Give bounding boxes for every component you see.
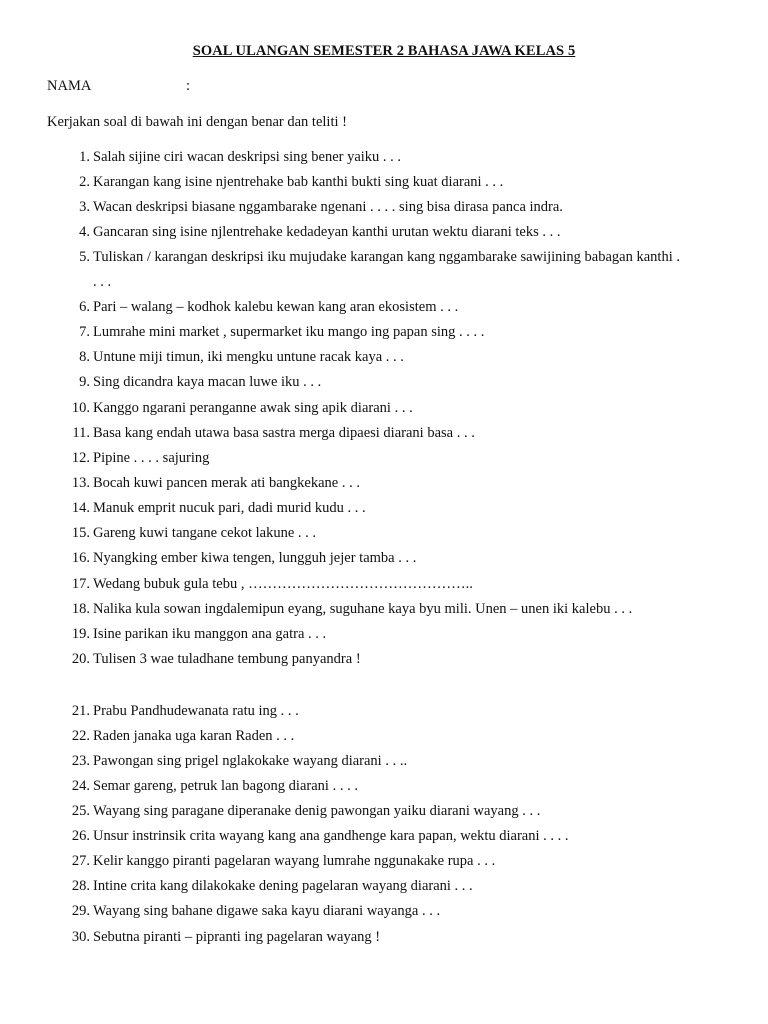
question-number: 6. bbox=[79, 299, 90, 315]
question-text: Wayang sing bahane digawe saka kayu diarani wayanga . . . bbox=[93, 903, 441, 919]
question-number: 3. bbox=[79, 199, 90, 215]
question-text: Sebutna piranti – pipranti ing pagelaran wayang ! bbox=[93, 929, 381, 945]
question-number: 18. bbox=[71, 601, 90, 617]
question-number: 30. bbox=[71, 929, 90, 945]
question-text: Kanggo ngarani peranganne awak sing apik diarani . . . bbox=[93, 400, 413, 416]
question-number: 9. bbox=[79, 374, 90, 390]
question-number: 1. bbox=[79, 149, 90, 165]
question-number: 17. bbox=[71, 576, 90, 592]
question-text: Karangan kang isine njentrehake bab kanthi bukti sing kuat diarani . . . bbox=[93, 174, 504, 190]
question-number: 5. bbox=[79, 249, 90, 265]
question-number: 23. bbox=[71, 753, 90, 769]
question-number: 2. bbox=[79, 174, 90, 190]
question-text: Prabu Pandhudewanata ratu ing . . . bbox=[93, 703, 299, 719]
question-number: 15. bbox=[71, 525, 90, 541]
question-text: Tuliskan / karangan deskripsi iku mujudake karangan kang nggambarake sawijining babagan kanthi . bbox=[93, 249, 680, 265]
question-number: 24. bbox=[71, 778, 90, 794]
name-label: NAMA bbox=[47, 78, 92, 94]
question-text: Nyangking ember kiwa tengen, lungguh jejer tamba . . . bbox=[93, 550, 417, 566]
question-text: Nalika kula sowan ingdalemipun eyang, suguhane kaya byu mili. Unen – unen iki kalebu . . . bbox=[93, 601, 633, 617]
question-number: 27. bbox=[71, 853, 90, 869]
question-text: Lumrahe mini market , supermarket iku mango ing papan sing . . . . bbox=[93, 324, 485, 340]
question-text: Basa kang endah utawa basa sastra merga dipaesi diarani basa . . . bbox=[93, 425, 475, 441]
question-text: Unsur instrinsik crita wayang kang ana gandhenge kara papan, wektu diarani . . . . bbox=[93, 828, 569, 844]
question-number: 25. bbox=[71, 803, 90, 819]
question-text: Wayang sing paragane diperanake denig pawongan yaiku diarani wayang . . . bbox=[93, 803, 541, 819]
question-text: Tulisen 3 wae tuladhane tembung panyandra ! bbox=[93, 651, 361, 667]
question-number: 8. bbox=[79, 349, 90, 365]
question-number: 28. bbox=[71, 878, 90, 894]
question-number: 13. bbox=[71, 475, 90, 491]
question-text: Manuk emprit nucuk pari, dadi murid kudu . . . bbox=[93, 500, 366, 516]
instruction-text: Kerjakan soal di bawah ini dengan benar dan teliti ! bbox=[47, 114, 347, 130]
question-text: Pipine . . . . sajuring bbox=[93, 450, 210, 466]
question-number: 22. bbox=[71, 728, 90, 744]
question-text: Salah sijine ciri wacan deskripsi sing bener yaiku . . . bbox=[93, 149, 402, 165]
question-number: 7. bbox=[79, 324, 90, 340]
question-number: 19. bbox=[71, 626, 90, 642]
question-number: 20. bbox=[71, 651, 90, 667]
question-number: 12. bbox=[71, 450, 90, 466]
question-number: 21. bbox=[71, 703, 90, 719]
question-text: Kelir kanggo piranti pagelaran wayang lumrahe nggunakake rupa . . . bbox=[93, 853, 496, 869]
question-number: 26. bbox=[71, 828, 90, 844]
question-number: 16. bbox=[71, 550, 90, 566]
question-text: Intine crita kang dilakokake dening pagelaran wayang diarani . . . bbox=[93, 878, 473, 894]
question-text: Gareng kuwi tangane cekot lakune . . . bbox=[93, 525, 317, 541]
name-colon: : bbox=[186, 78, 191, 94]
question-text: Gancaran sing isine njlentrehake kedadeyan kanthi urutan wektu diarani teks . . . bbox=[93, 224, 561, 240]
question-continuation: . . . bbox=[93, 274, 112, 290]
question-text: Wedang bubuk gula tebu , ……………………………………….. bbox=[93, 576, 473, 592]
question-number: 14. bbox=[71, 500, 90, 516]
question-number: 4. bbox=[79, 224, 90, 240]
question-text: Semar gareng, petruk lan bagong diarani . . . . bbox=[93, 778, 358, 794]
question-text: Isine parikan iku manggon ana gatra . . . bbox=[93, 626, 327, 642]
question-number: 29. bbox=[71, 903, 90, 919]
question-text: Untune miji timun, iki mengku untune racak kaya . . . bbox=[93, 349, 404, 365]
question-number: 10. bbox=[71, 400, 90, 416]
question-number: 11. bbox=[72, 425, 90, 441]
question-text: Bocah kuwi pancen merak ati bangkekane . . . bbox=[93, 475, 360, 491]
question-text: Wacan deskripsi biasane nggambarake ngenani . . . . sing bisa dirasa panca indra. bbox=[93, 199, 563, 215]
question-text: Sing dicandra kaya macan luwe iku . . . bbox=[93, 374, 322, 390]
page-title: SOAL ULANGAN SEMESTER 2 BAHASA JAWA KELAS 5 bbox=[192, 43, 576, 59]
question-text: Raden janaka uga karan Raden . . . bbox=[93, 728, 295, 744]
question-text: Pari – walang – kodhok kalebu kewan kang aran ekosistem . . . bbox=[93, 299, 459, 315]
question-text: Pawongan sing prigel nglakokake wayang diarani . . .. bbox=[93, 753, 408, 769]
